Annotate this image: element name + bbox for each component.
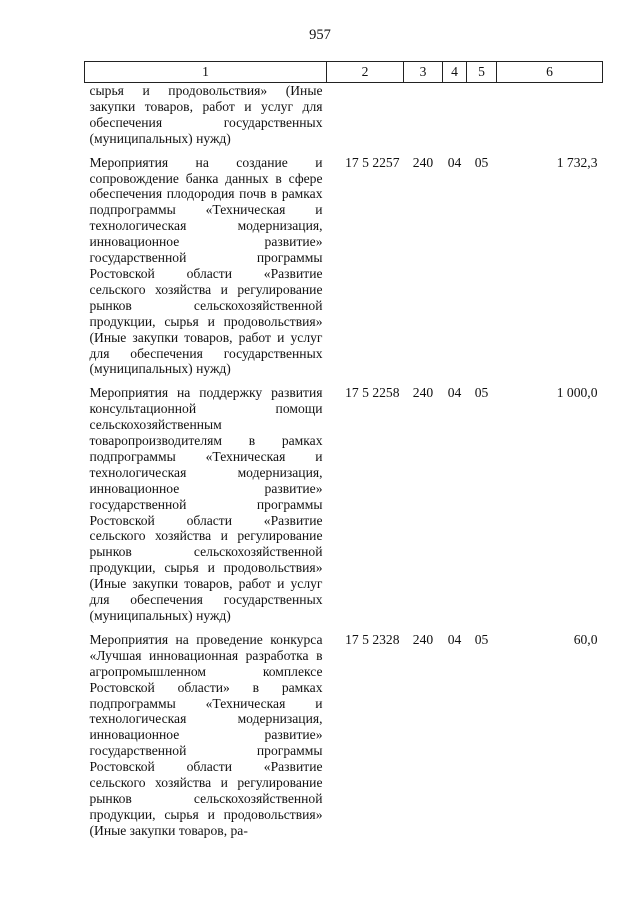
row-description: Мероприятия на поддержку развития консультационной помощи сельскохозяйственным товаропроизводителям в рамках подпрограммы «Техническая и технологическая модернизация, инновационное развитие» государственной программы Ростовской области «Развитие сельского хозяйства и регулирование рынков сельскохозяйственной продукции, сырья и продовольствия» (Иные закупки товаров, работ и услуг для обеспечения государственных (муниципальных) нужд) (89, 385, 323, 623)
row-pr (467, 83, 497, 147)
row-rz: 04 (447, 631, 462, 647)
column-header-pr: 5 (467, 62, 497, 83)
row-sum (497, 83, 603, 147)
row-vr: 240 (412, 154, 434, 170)
table-row (85, 624, 603, 839)
row-sum: 1 732,3 (556, 154, 598, 170)
row-description: Мероприятия на создание и сопровождение банка данных в сфере обеспечения плодородия почв в рамках подпрограммы «Техническая и технологическая модернизация, инновационное развитие» государственной программы Ростовской области «Развитие сельского хозяйства и регулирование рынков сельскохозяйственной продукции, сырья и продовольствия» (Иные закупки товаров, работ и услуг для обеспечения государственных (муниципальных) нужд) (89, 154, 323, 377)
table-row (85, 83, 603, 147)
column-header-sum: 6 (497, 62, 603, 83)
row-description: сырья и продовольствия» (Иные закупки товаров, работ и услуг для обеспечения государственных (муниципальных) нужд) (89, 83, 323, 146)
row-pr: 05 (474, 631, 489, 647)
row-vr: 240 (412, 631, 434, 647)
row-vr (404, 83, 443, 147)
column-header-rz: 4 (443, 62, 467, 83)
budget-table (84, 61, 603, 839)
page-number: 957 (309, 27, 331, 43)
row-rz (443, 83, 467, 147)
row-code: 17 5 2257 (345, 154, 400, 170)
row-sum: 1 000,0 (556, 385, 598, 401)
row-code: 17 5 2258 (345, 385, 400, 401)
column-header-description: 1 (85, 62, 327, 83)
row-rz: 04 (447, 385, 462, 401)
row-code: 17 5 2328 (345, 631, 400, 647)
table-header-row (85, 62, 603, 83)
table-row (85, 377, 603, 624)
row-sum: 60,0 (573, 631, 598, 647)
column-header-code: 2 (327, 62, 404, 83)
table-row (85, 147, 603, 378)
row-rz: 04 (447, 154, 462, 170)
column-header-vr: 3 (404, 62, 443, 83)
row-pr: 05 (474, 154, 489, 170)
row-pr: 05 (474, 385, 489, 401)
row-code (327, 83, 404, 147)
row-vr: 240 (412, 385, 434, 401)
row-description: Мероприятия на проведение конкурса «Лучшая инновационная разработка в агропромышленном комплексе Ростовской области» в рамках подпрограммы «Техническая и технологическая модернизация, инновационное развитие» государственной программы Ростовской области «Развитие сельского хозяйства и регулирование рынков сельскохозяйственной продукции, сырья и продовольствия» (Иные закупки товаров, ра- (89, 631, 323, 838)
